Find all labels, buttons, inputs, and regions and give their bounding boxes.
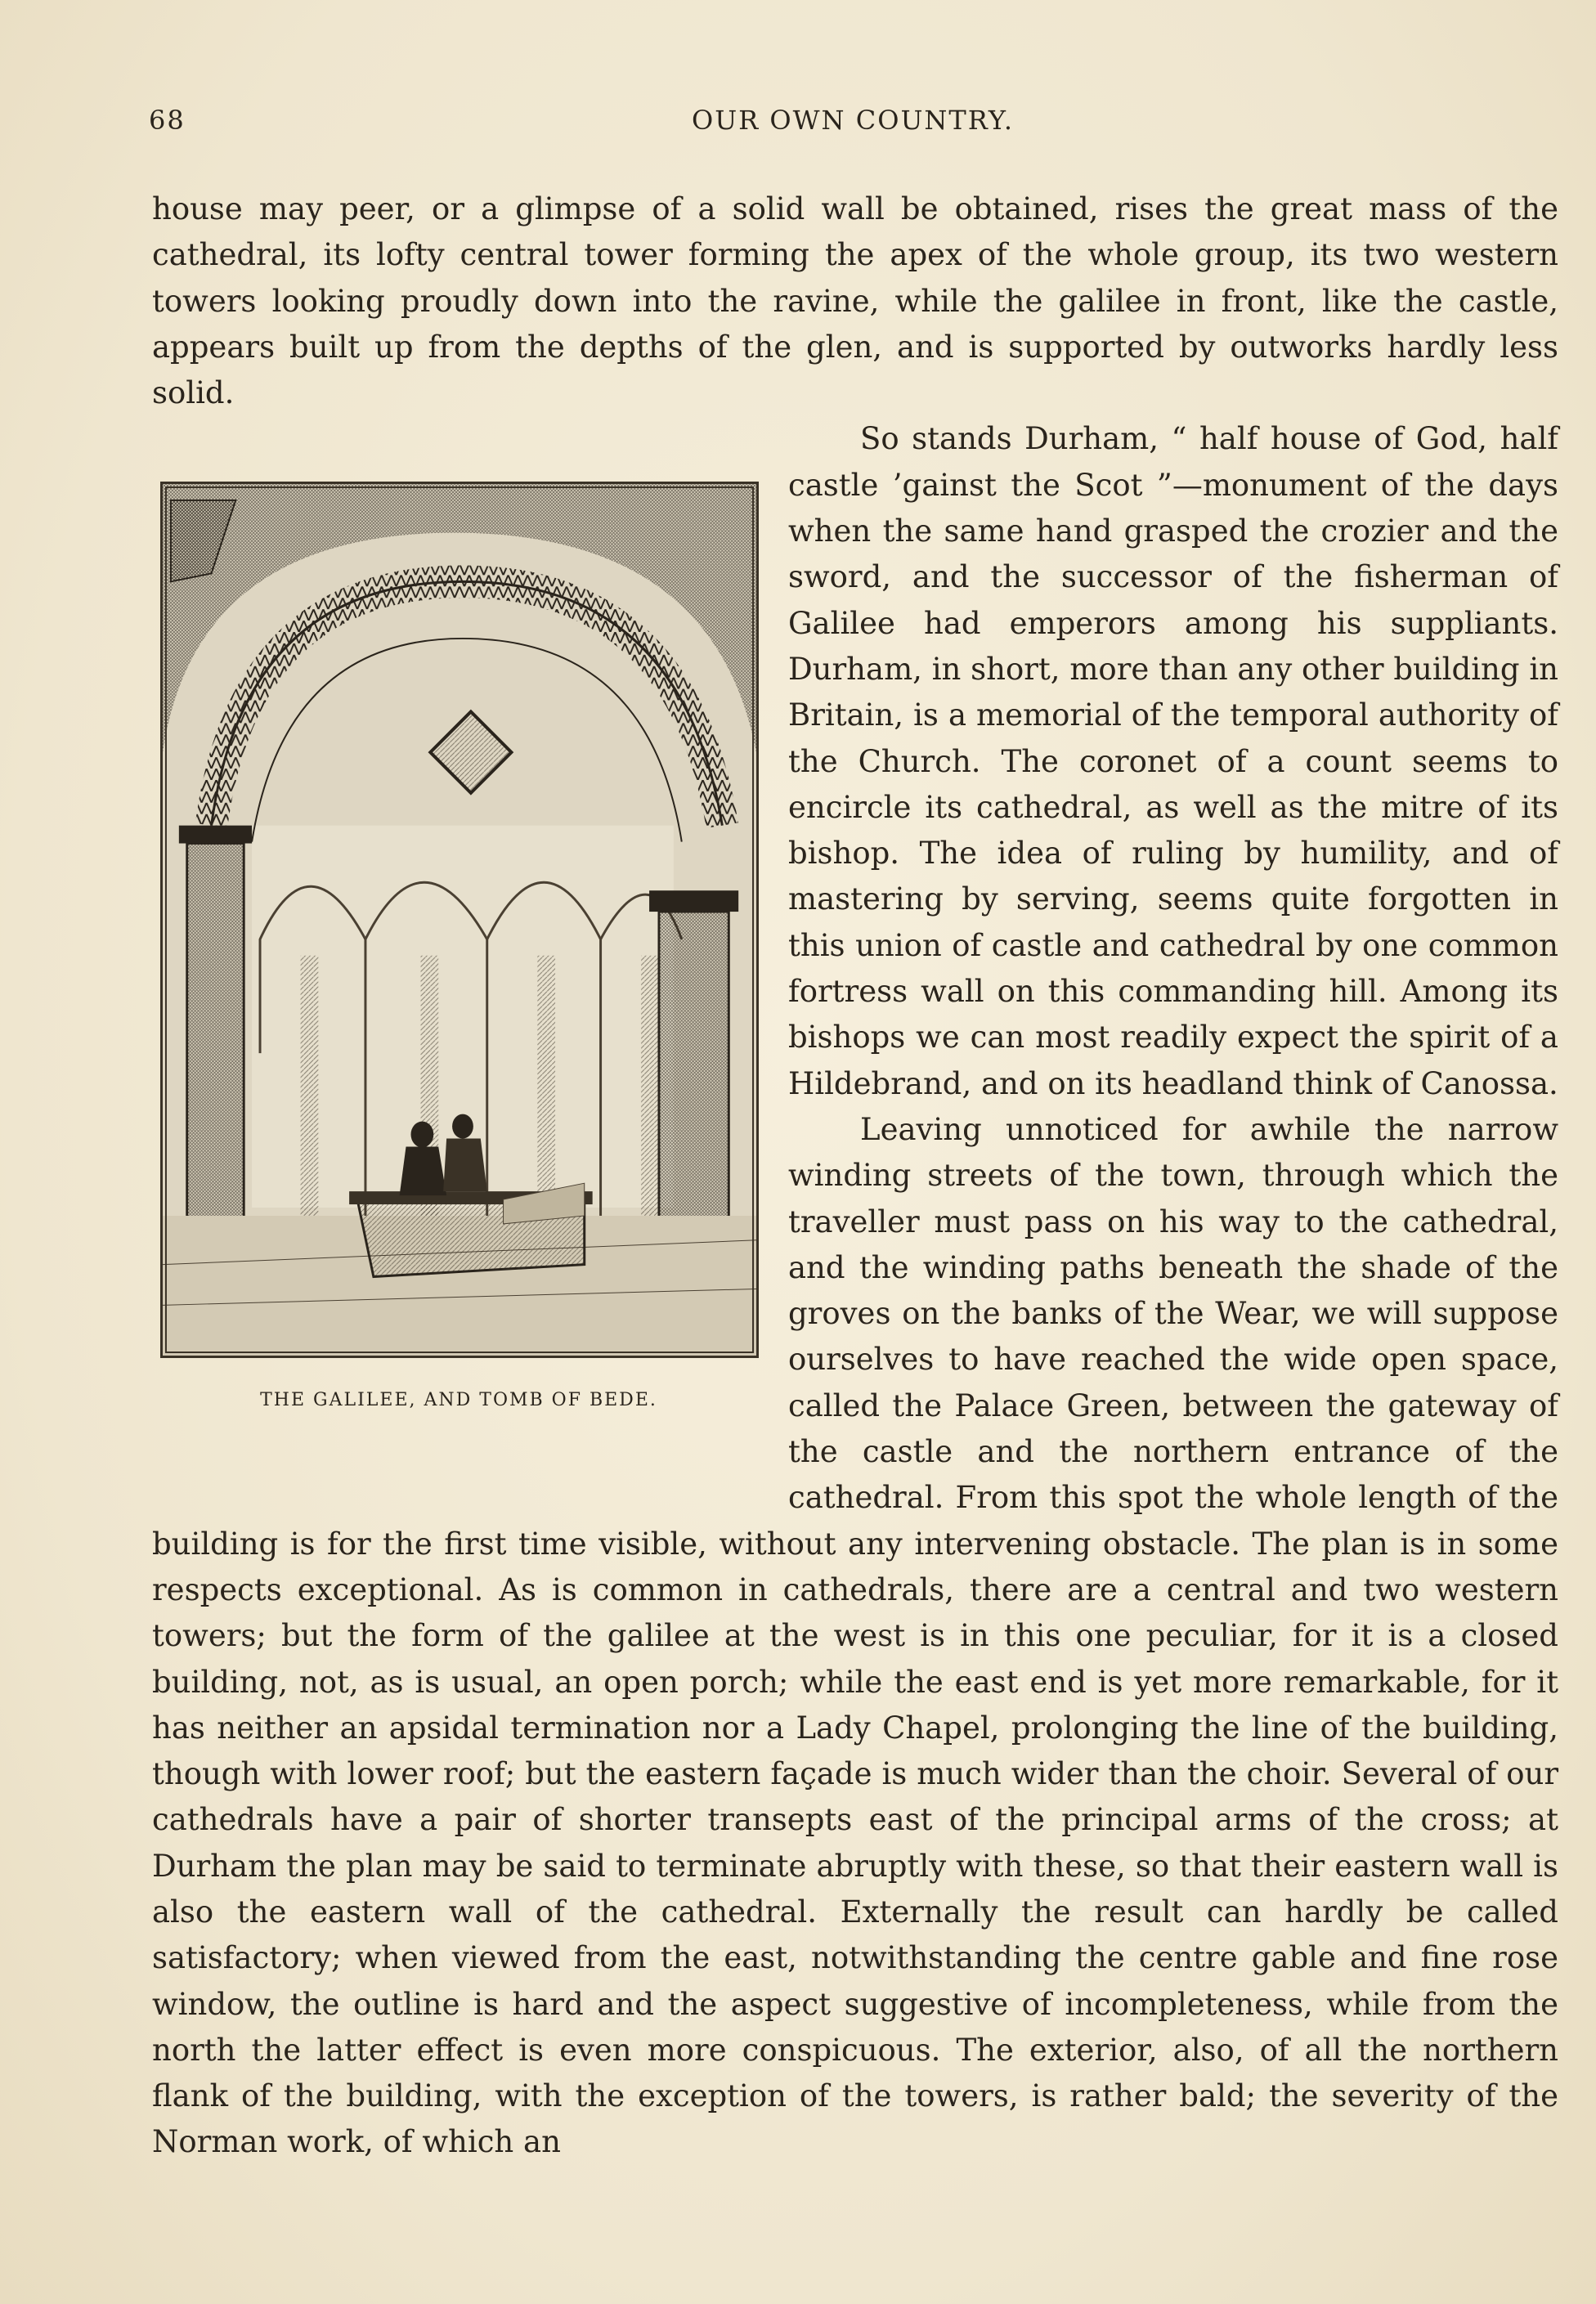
paragraph-3: Leaving unnoticed for awhile the narrow winding streets of the town, through which the traveller must pass on his way to the cathedral, and the winding paths beneath the shade of the groves on the banks of the Wear, we will suppose ourselves to have reached the wide open space, called the Palace Green, between the gateway of the castle and the northern entrance of the cathedral. From this spot the whole length of the building is for the first time visible, without any intervening obstacle. The plan is in some respects exceptional. As is common in cathedrals, there are a central and two western towers; but the form of the galilee at the west is in this one peculiar, for it is a closed building, not, as is usual, an open porch; while the east end is yet more remarkable, for it has neither an apsidal termination nor a Lady Chapel, prolonging the line of the building, though with lower roof; but the eastern façade is much wider than the choir. Several of our cathedrals have a pair of shorter transepts east of the principal arms of the cross; at Durham the plan may be said to terminate abruptly with these, so that their eastern wall is also the eastern wall of the cathedral. Externally the result can hardly be called satisfactory; when viewed from the east, notwithstanding the centre gable and fine rose window, the outline is hard and the aspect suggestive of incompleteness, while from the north the latter effect is even more conspicuous. The exterior, also, of all the northern flank of the building, with the exception of the towers, is rather bald; the severity of the Norman work, of which an (152, 1111, 1558, 2160)
figure-caption: THE GALILEE, AND TOMB OF BEDE. (260, 1390, 657, 1411)
figure (152, 416, 765, 1512)
paragraph-2: So stands Durham, “ half house of God, half castle ’gainst the Scot ”—monument of the days when the same hand grasped the crozier and the sword, and the successor of the fisherman of Galilee had emperors among his suppliants. Durham, in short, more than any other building in Britain, is a memorial of the temporal authority of the Church. The coronet of a count seems to encircle its cathedral, as well as the mitre of its bishop. The idea of ruling by humility, and of mastering by serving, seems quite forgotten in this union of castle and cathedral by one common fortress wall on this commanding hill. Among its bishops we can most readily expect the spirit of a Hildebrand, and on its headland think of Canossa. (788, 421, 1558, 1101)
galilee-engraving-drawing (163, 484, 756, 1356)
page-number: 68 (149, 105, 186, 136)
paragraph-1: house may peer, or a glimpse of a solid wall be obtained, rises the great mass of the cathedral, its lofty central tower forming the apex of the whole group, its two western towers looking proudly down into the ravine, while the galilee in front, like the castle, appears built up from the depths of the glen, and is supported by outworks hardly less solid. (152, 191, 1558, 411)
page-header (149, 105, 1557, 154)
body-text (152, 186, 1558, 2166)
galilee-engraving (160, 482, 759, 1358)
running-title: OUR OWN COUNTRY. (691, 105, 1015, 136)
